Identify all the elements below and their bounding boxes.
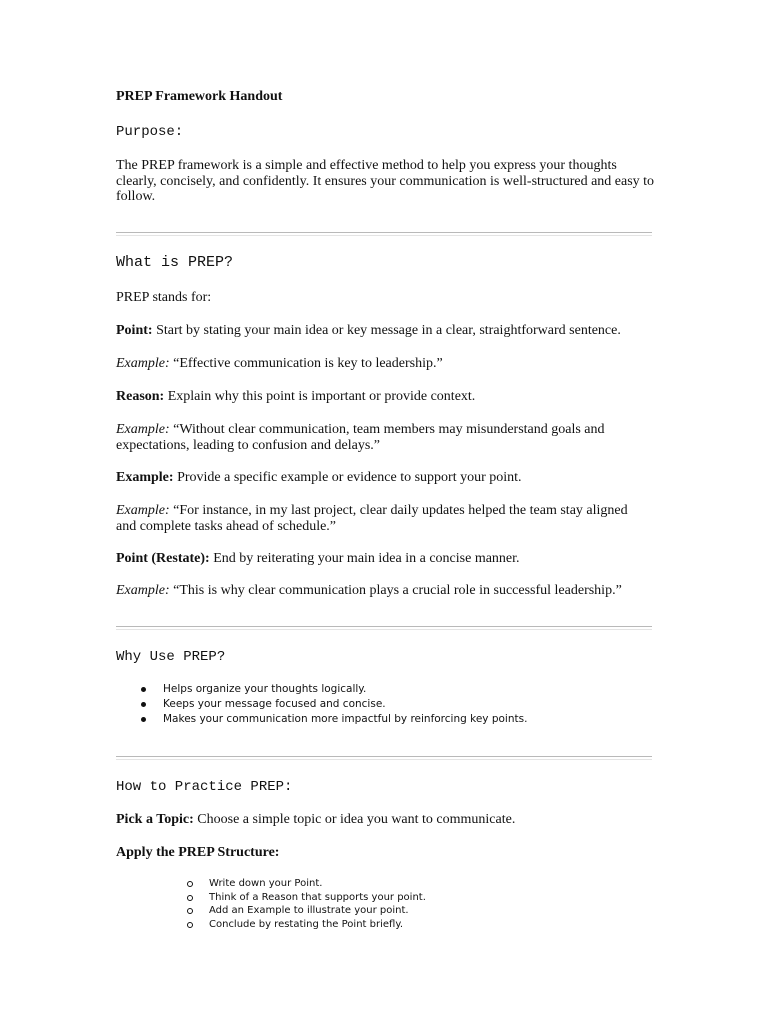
bullet-icon [141, 717, 146, 722]
example-item-example [116, 503, 646, 534]
divider [116, 626, 652, 630]
circle-bullet-icon [187, 922, 193, 928]
what-heading: What is PREP? [116, 254, 234, 271]
restate-text: End by reiterating your main idea in a concise manner. [209, 551, 520, 566]
list-item [116, 891, 656, 905]
step-text: Think of a Reason that supports your point. [209, 891, 426, 903]
example-label: Example: [116, 503, 170, 518]
list-item [116, 904, 656, 918]
reason-label: Reason: [116, 389, 165, 404]
reason-example [116, 422, 646, 453]
example-text: “Effective communication is key to leadership.” [169, 356, 443, 371]
example-text: “Without clear communication, team members may misunderstand goals and expectations, leading to confusion and delays.” [116, 422, 605, 453]
document-title [116, 89, 282, 105]
step-text: Write down your Point. [209, 878, 323, 889]
list-item [116, 712, 656, 727]
point-item [116, 323, 656, 339]
step-text: Add an Example to illustrate your point. [209, 905, 409, 916]
apply-structure-heading [116, 845, 279, 861]
list-item [116, 682, 656, 697]
circle-bullet-icon [187, 895, 193, 901]
example-label: Example: [116, 422, 170, 437]
how-heading: How to Practice PREP: [116, 779, 293, 795]
pick-topic-item [116, 812, 656, 828]
pick-topic-label: Pick a Topic: [116, 812, 194, 827]
why-bullet-list [116, 682, 656, 727]
point-example [116, 356, 656, 372]
step-text: Conclude by restating the Point briefly. [209, 918, 403, 930]
reason-item [116, 389, 656, 405]
divider [116, 232, 652, 236]
list-item [116, 697, 656, 712]
restate-example [116, 583, 661, 599]
example-item-text: Provide a specific example or evidence to support your point. [173, 470, 522, 485]
point-text: Start by stating your main idea or key message in a clear, straightforward sentence. [152, 323, 621, 338]
apply-structure-label: Apply the PREP Structure: [116, 845, 280, 860]
bullet-text: Keeps your message focused and concise. [163, 698, 386, 710]
circle-bullet-icon [187, 908, 193, 914]
pick-topic-text: Choose a simple topic or idea you want to communicate. [193, 812, 516, 827]
restate-label: Point (Restate): [116, 551, 210, 566]
circle-bullet-icon [187, 881, 193, 887]
example-item-label: Example: [116, 470, 174, 485]
purpose-heading: Purpose: [116, 124, 184, 140]
restate-item [116, 551, 656, 567]
bullet-text: Helps organize your thoughts logically. [163, 683, 367, 695]
what-intro: PREP stands for: [116, 290, 212, 305]
example-item [116, 470, 656, 486]
bullet-icon [141, 687, 146, 692]
why-heading: Why Use PREP? [116, 649, 226, 665]
steps-list [116, 877, 656, 931]
example-text: “This is why clear communication plays a crucial role in successful leadership.” [169, 583, 622, 598]
divider [116, 756, 652, 760]
example-label: Example: [116, 356, 170, 371]
example-label: Example: [116, 583, 170, 598]
bullet-text: Makes your communication more impactful by reinforcing key points. [163, 713, 528, 725]
list-item [116, 918, 656, 932]
point-label: Point: [116, 323, 153, 338]
purpose-text: The PREP framework is a simple and effective method to help you express your thoughts clearly, concisely, and confidently. It ensures your communication is well-structured and easy to follow. [116, 158, 655, 204]
list-item [116, 877, 656, 891]
document-title-text: PREP Framework Handout [116, 89, 283, 104]
reason-text: Explain why this point is important or provide context. [164, 389, 476, 404]
example-text: “For instance, in my last project, clear daily updates helped the team stay aligned and complete tasks ahead of schedule.” [116, 503, 628, 534]
bullet-icon [141, 702, 146, 707]
